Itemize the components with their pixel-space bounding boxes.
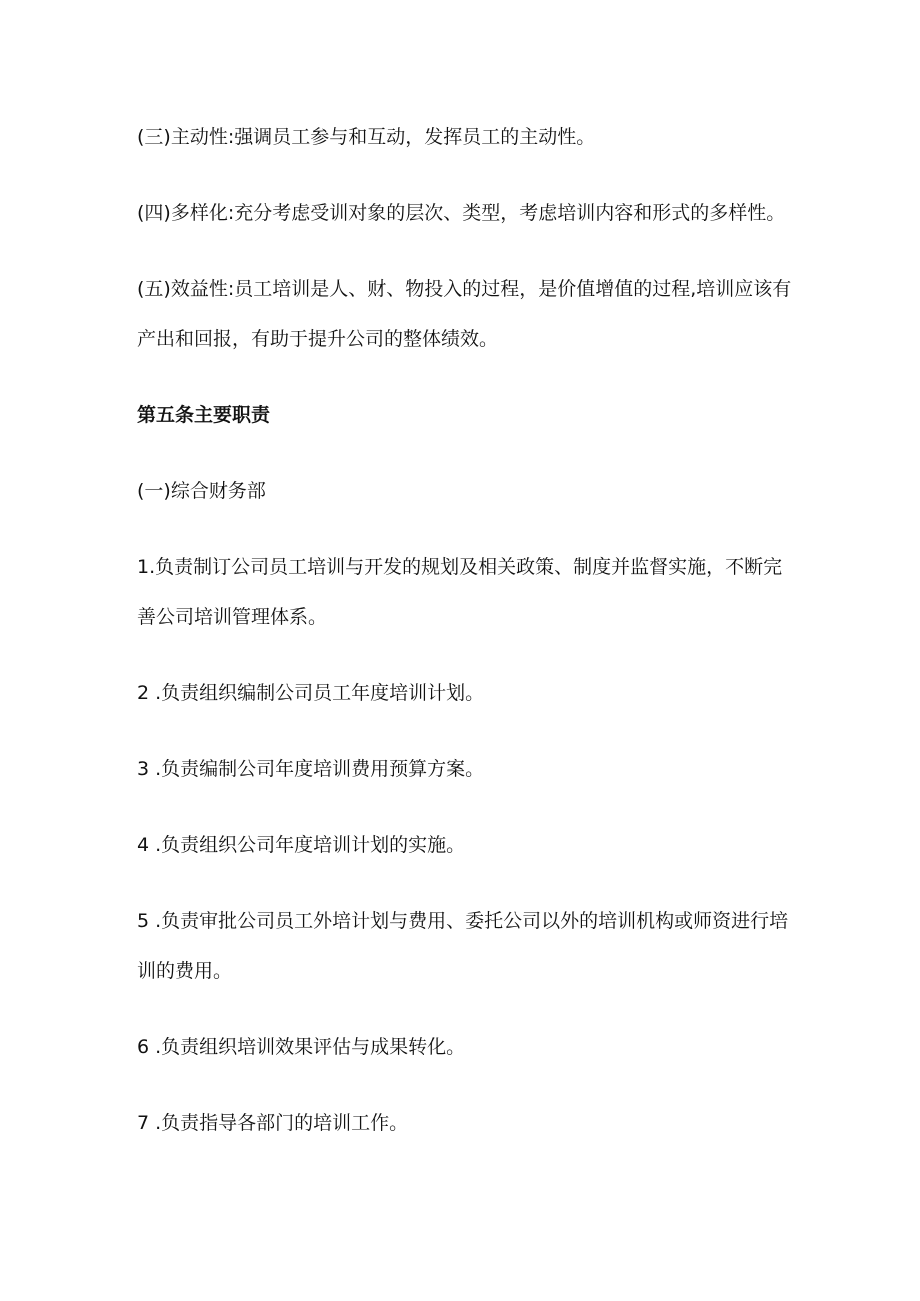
principle-diversity: (四)多样化:充分考虑受训对象的层次、类型，考虑培训内容和形式的多样性。	[137, 202, 786, 224]
duty-item-5: 5 .负责审批公司员工外培计划与费用、委托公司以外的培训机构或师资进行培训的费用。	[137, 910, 789, 982]
article-five-heading: 第五条主要职责	[137, 404, 271, 426]
duty-item-2: 2 .负责组织编制公司员工年度培训计划。	[137, 682, 485, 704]
duty-item-7: 7 .负责指导各部门的培训工作。	[137, 1112, 409, 1134]
duty-item-1: 1.负责制订公司员工培训与开发的规划及相关政策、制度并监督实施，不断完善公司培训管理体系。	[137, 556, 783, 628]
principle-effectiveness: (五)效益性:员工培训是人、财、物投入的过程，是价值增值的过程,培训应该有产出和回报，有助于提升公司的整体绩效。	[137, 278, 792, 350]
section-finance-department: (一)综合财务部	[137, 480, 266, 502]
document-body	[137, 112, 797, 1174]
duty-item-3: 3 .负责编制公司年度培训费用预算方案。	[137, 758, 485, 780]
principle-initiative: (三)主动性:强调员工参与和互动，发挥员工的主动性。	[137, 126, 596, 148]
duty-item-4: 4 .负责组织公司年度培训计划的实施。	[137, 834, 466, 856]
duty-item-6: 6 .负责组织培训效果评估与成果转化。	[137, 1036, 466, 1058]
